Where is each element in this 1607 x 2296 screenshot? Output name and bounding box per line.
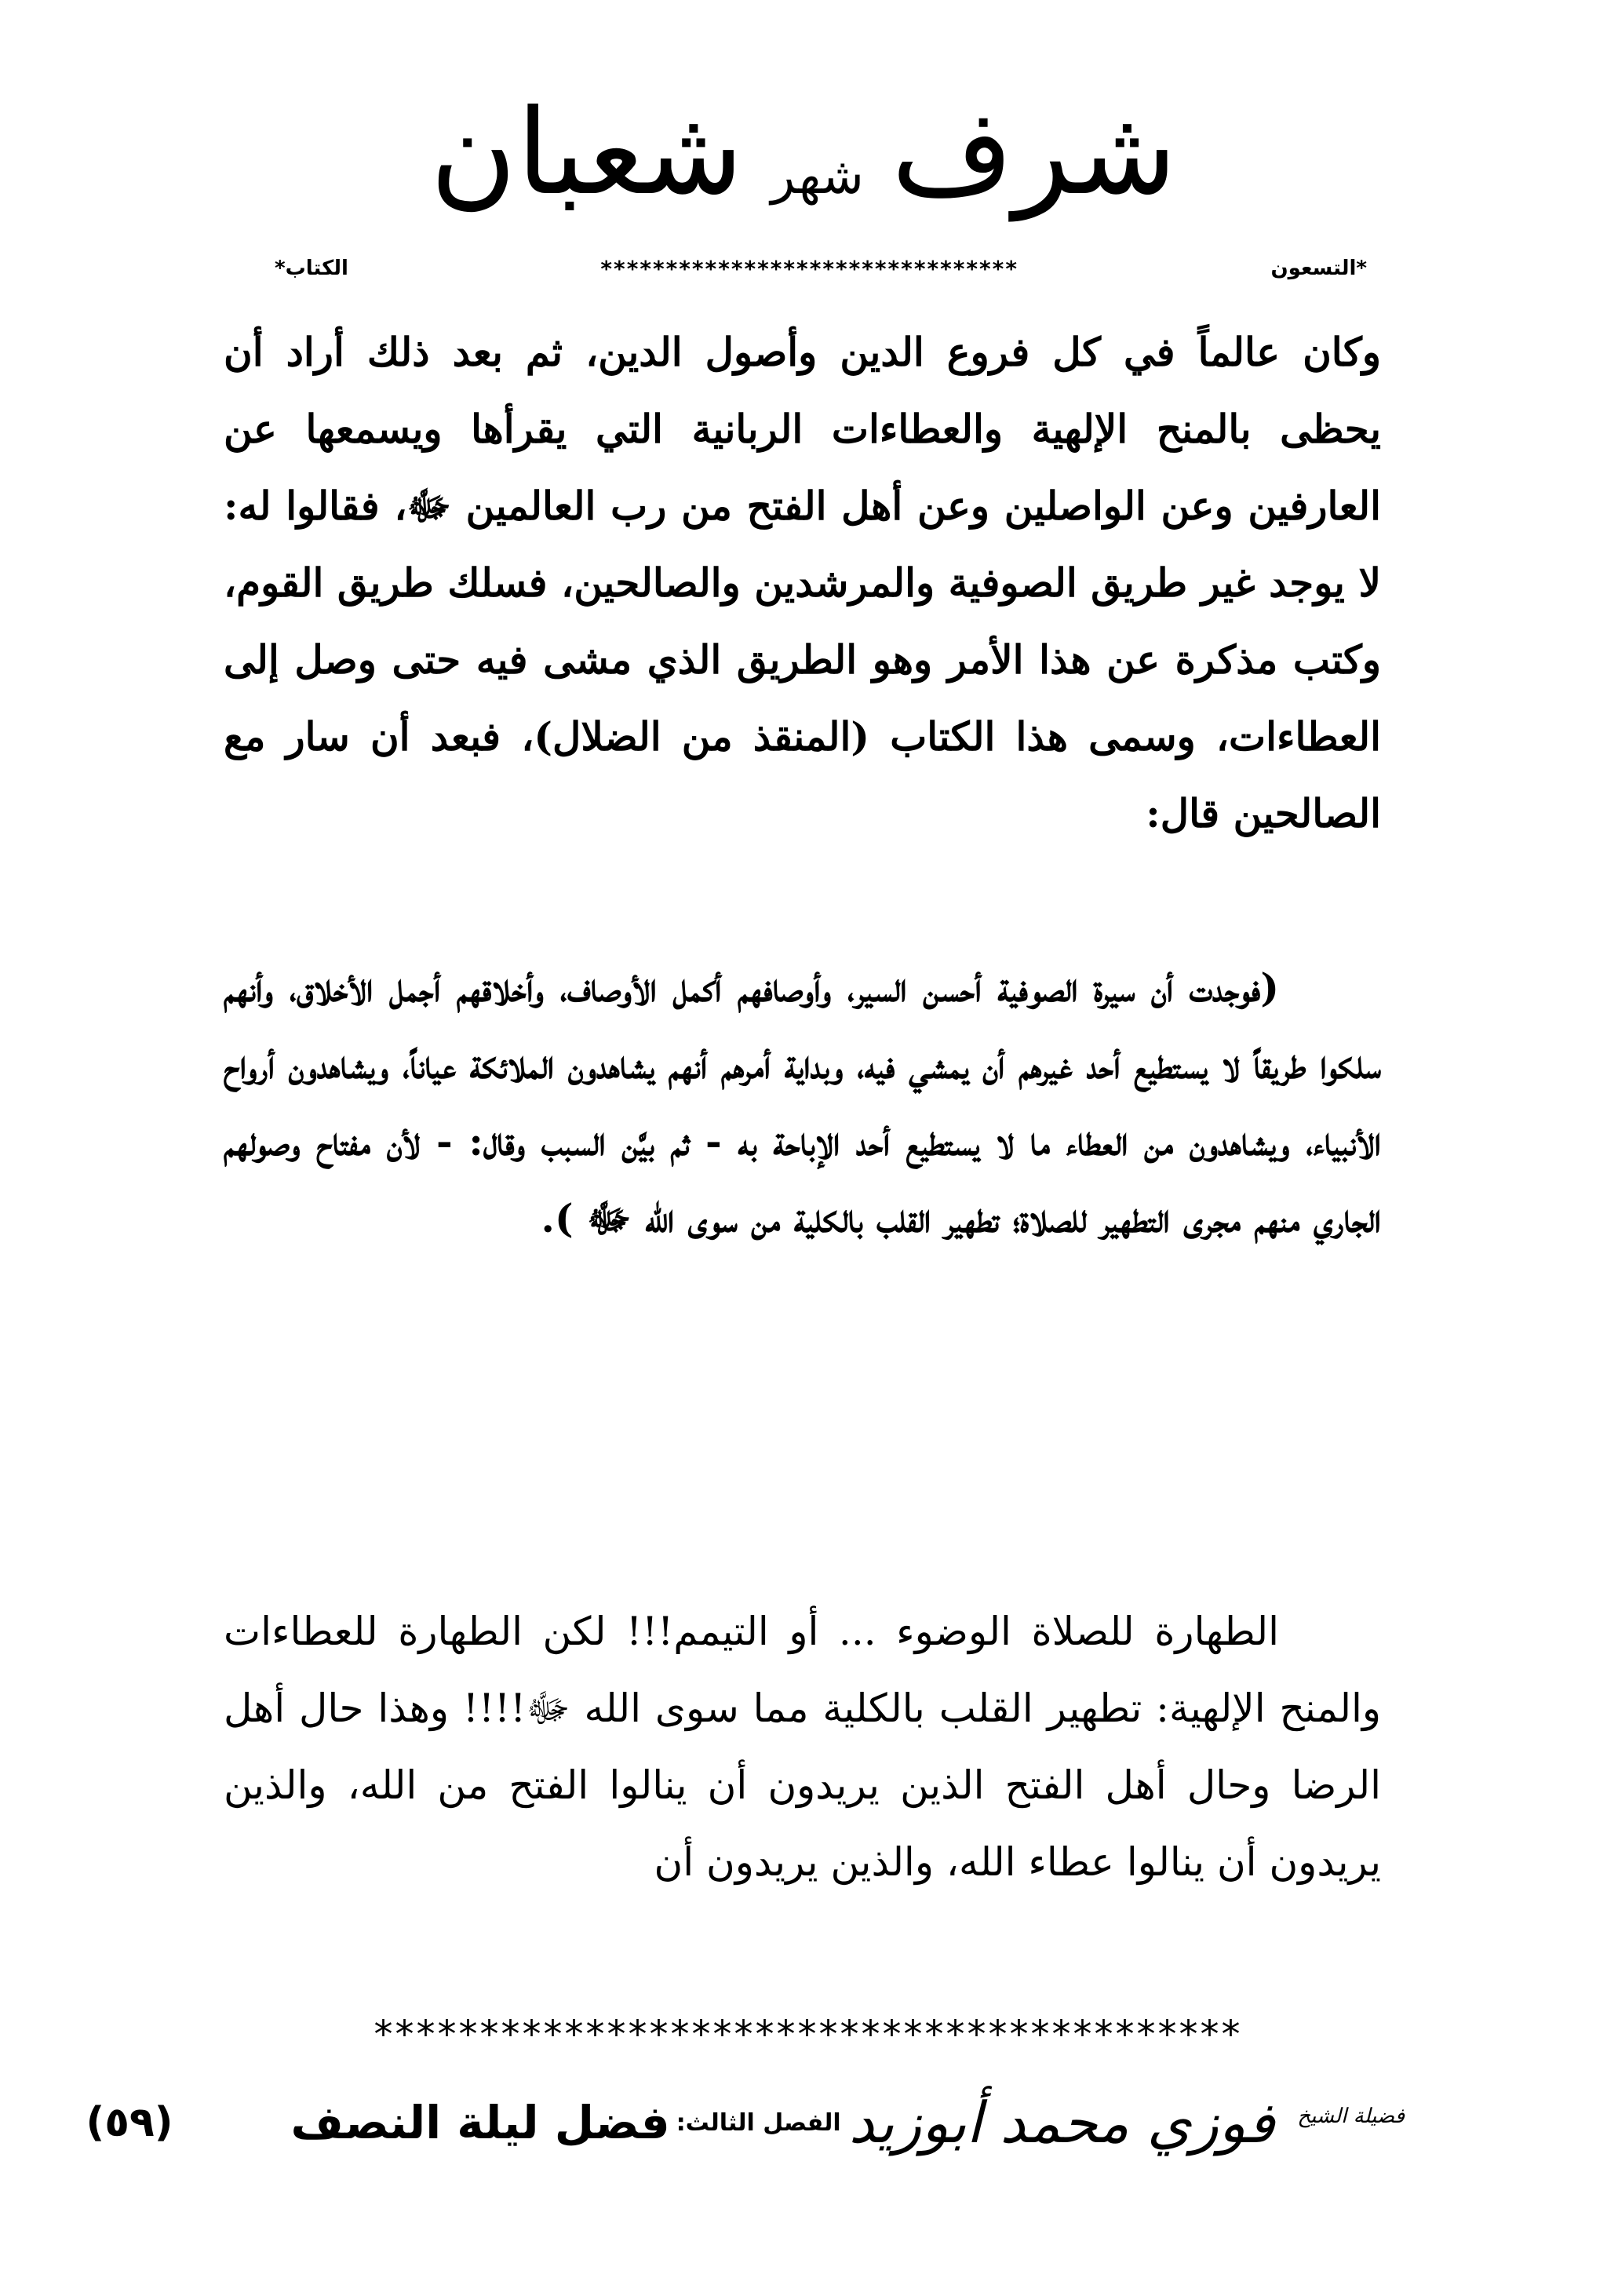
header-rule xyxy=(275,253,1367,284)
header-rule-stars: ******************************** xyxy=(600,255,1018,282)
body-paragraph-quote: (فوجدت أن سيرة الصوفية أحسن السير، وأوصافهم أكمل الأوصاف، وأخلاقهم أجمل الأخلاق، وأنهم سلكوا طريقاً لا يستطيع أحد غيرهم أن يمشي فيه، وبداية أمرهم أنهم يشاهدون الملائكة عياناً، ويشاهدون أرواح الأنبياء، ويشاهدون من العطاء ما لا يستطيع أحد الإباحة به - ثم بيَّن السبب وقال: - لأن مفتاح وصولهم الجاري منهم مجرى التطهير للصلاة؛ تطهير القلب بالكلية من سوى الله ﷻ ). xyxy=(224,964,1381,1241)
page-footer xyxy=(86,2072,1405,2174)
book-title-word-1: شرف xyxy=(891,85,1177,221)
book-title xyxy=(0,85,1607,221)
chapter-title: فضل ليلة النصف xyxy=(290,2096,670,2149)
header-rule-left-label: الكتاب xyxy=(285,257,348,280)
author-honorific: فضيلة الشيخ xyxy=(1297,2105,1405,2128)
header-rule-left-star: * xyxy=(275,257,286,280)
author-signature xyxy=(849,2090,1405,2156)
book-title-word-2: شهر xyxy=(771,148,864,206)
author-name: فوزي محمد أبوزيد xyxy=(848,2090,1275,2156)
chapter-label: الفصل الثالث: xyxy=(676,2108,841,2137)
header-rule-right-star: * xyxy=(1356,257,1367,280)
body-paragraph: الطهارة للصلاة الوضوء ... أو التيمم!!! لكن الطهارة للعطاءات والمنح الإلهية: تطهير القلب بالكلية مما سوى الله ﷻ!!!! وهذا حال أهل الرضا وحال أهل الفتح الذين يريدون أن ينالوا الفتح من الله، والذين يريدون أن ينالوا عطاء الله، والذين يريدون أن xyxy=(224,1609,1381,1885)
footer-rule-stars: ***************************************** xyxy=(374,2013,1243,2052)
book-title-word-3: شعبان xyxy=(430,85,744,221)
body-paragraph: وكان عالماً في كل فروع الدين وأصول الدين، ثم بعد ذلك أراد أن يحظى بالمنح الإلهية والعطاءات الربانية التي يقرأها ويسمعها عن العارفين وعن الواصلين وعن أهل الفتح من رب العالمين ﷻ، فقالوا له: لا يوجد غير طريق الصوفية والمرشدين والصالحين، فسلك طريق القوم، وكتب مذكرة عن هذا الأمر وهو الطريق الذي مشى فيه حتى وصل إلى العطاءات، وسمى هذا الكتاب (المنقذ من الضلال)، فبعد أن سار مع الصالحين قال: xyxy=(224,329,1381,836)
header-rule-right-label: التسعون xyxy=(1270,257,1357,280)
page-number: (٥٩) xyxy=(86,2099,173,2146)
